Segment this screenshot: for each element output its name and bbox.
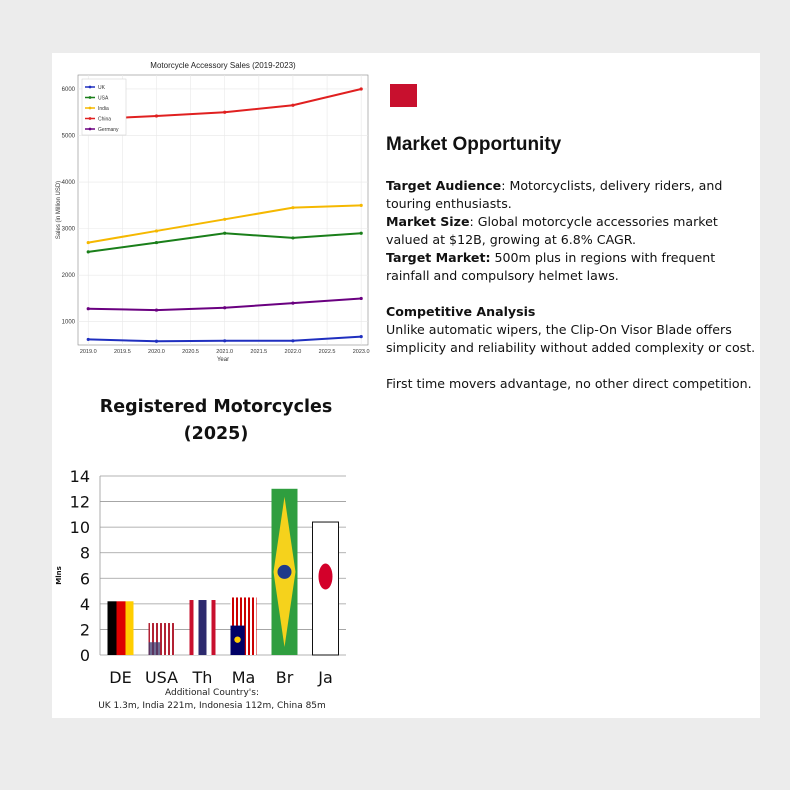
x-category-label: DE [109, 668, 132, 687]
legend-label: USA [98, 95, 109, 102]
data-point [360, 232, 363, 235]
data-point [291, 302, 294, 305]
data-point [223, 218, 226, 221]
target-market-label: Target Market: [386, 250, 491, 265]
line-chart-title: Motorcycle Accessory Sales (2019-2023) [150, 61, 296, 70]
additional-countries-list: UK 1.3m, India 221m, Indonesia 112m, China 85m [98, 701, 326, 711]
sales-line-chart [52, 53, 372, 373]
y-tick-label: 14 [69, 467, 90, 486]
market-size-paragraph [386, 213, 760, 249]
data-point [155, 340, 158, 343]
data-point [155, 114, 158, 117]
data-point [223, 111, 226, 114]
legend-label: India [98, 106, 109, 112]
legend-marker [89, 117, 92, 120]
data-point [223, 306, 226, 309]
x-tick-label: 2021.5 [250, 349, 268, 355]
x-axis-label: Year [216, 357, 230, 363]
x-tick-label: 2020.5 [182, 349, 200, 355]
bar [190, 600, 216, 655]
legend-label: UK [98, 85, 105, 91]
red-accent-square [390, 84, 417, 107]
target-market-paragraph [386, 249, 760, 285]
data-point [291, 339, 294, 342]
flag-br-globe [278, 565, 292, 579]
bar-br [272, 489, 298, 655]
x-tick-label: 2019.0 [79, 349, 97, 355]
data-point [360, 335, 363, 338]
x-category-label: Ja [318, 668, 333, 687]
x-tick-label: 2021.0 [216, 349, 234, 355]
target-audience-paragraph [386, 177, 760, 213]
flag-ma-crescent [234, 636, 240, 642]
y-axis-label: Mlns [55, 566, 63, 585]
market-opportunity-panel [386, 133, 760, 393]
market-size-text: : Global motorcycle accessories market valued at $12B, growing at 6.8% CAGR. [386, 214, 718, 247]
legend-marker [89, 128, 92, 131]
bar-usa [149, 623, 175, 655]
x-tick-label: 2023.0 [352, 349, 370, 355]
competitive-analysis-heading [386, 303, 760, 321]
x-category-label: USA [144, 668, 179, 687]
bar-th [190, 600, 216, 655]
bar-chart-title-line1: Registered Motorcycles [99, 397, 333, 417]
x-category-label: Ma [231, 668, 256, 687]
bar-de [108, 601, 134, 655]
data-point [223, 339, 226, 342]
y-tick-label: 6000 [61, 86, 75, 93]
spacer [386, 285, 760, 303]
bar-chart-title-line2: (2025) [183, 424, 249, 444]
y-axis-label: Sales (in Million USD) [56, 180, 62, 240]
data-point [155, 229, 158, 232]
data-point [155, 308, 158, 311]
legend-marker [89, 86, 92, 89]
data-point [291, 104, 294, 107]
data-point [360, 297, 363, 300]
bar [108, 601, 134, 655]
data-point [155, 241, 158, 244]
x-tick-label: 2020.0 [148, 349, 165, 355]
data-point [223, 232, 226, 235]
x-tick-label: 2019.5 [113, 349, 131, 355]
legend-marker [89, 107, 92, 110]
x-category-label: Th [192, 668, 213, 687]
additional-countries-heading: Additional Country's: [165, 688, 259, 698]
first-mover-text: First time movers advantage, no other direct competition. [386, 376, 752, 391]
target-audience-text: : Motorcyclists, delivery riders, and touring enthusiasts. [386, 178, 723, 211]
flag-ja-disc [319, 564, 333, 590]
market-size-label: Market Size [386, 214, 470, 229]
data-point [87, 250, 90, 253]
x-tick-label: 2022.5 [318, 349, 336, 355]
target-audience-label: Target Audience [386, 178, 502, 193]
competitive-analysis-heading-text: Competitive Analysis [386, 304, 536, 319]
y-tick-label: 10 [69, 518, 90, 538]
target-market-text: 500m plus in regions with frequent rainfall and compulsory helmet laws. [386, 250, 716, 283]
x-category-label: Br [275, 668, 294, 687]
legend-label: Germany [98, 127, 119, 133]
legend-label: China [98, 116, 112, 123]
data-point [87, 241, 90, 244]
data-point [291, 206, 294, 209]
y-tick-label: 2 [79, 620, 90, 640]
y-tick-label: 6 [79, 569, 90, 589]
y-tick-label: 1000 [61, 319, 75, 326]
y-tick-label: 2000 [61, 273, 75, 280]
y-tick-label: 12 [69, 492, 90, 512]
bar-ma [231, 597, 257, 655]
legend-marker [89, 96, 92, 99]
bar-ja [313, 522, 339, 655]
data-point [87, 338, 90, 341]
registered-motorcycles-bar-chart [52, 458, 372, 718]
legend [82, 79, 126, 135]
y-tick-label: 8 [79, 543, 90, 563]
flag-us-canton [149, 642, 161, 655]
slide [52, 53, 760, 718]
data-point [291, 236, 294, 239]
x-tick-label: 2022.0 [284, 349, 302, 355]
competitive-analysis-text: Unlike automatic wipers, the Clip-On Visor Blade offers simplicity and reliability without added complexity or cost. [386, 322, 756, 355]
y-tick-label: 4 [79, 594, 90, 614]
y-tick-label: 3000 [61, 226, 75, 233]
data-point [360, 204, 363, 207]
y-tick-label: 0 [79, 646, 90, 665]
additional-countries-note [52, 687, 372, 713]
data-point [360, 87, 363, 90]
bar-chart-title [92, 394, 340, 448]
y-tick-label: 5000 [61, 133, 75, 140]
market-opportunity-heading: Market Opportunity [386, 134, 562, 155]
data-point [87, 307, 90, 310]
y-tick-label: 4000 [61, 180, 75, 187]
spacer [386, 357, 760, 375]
